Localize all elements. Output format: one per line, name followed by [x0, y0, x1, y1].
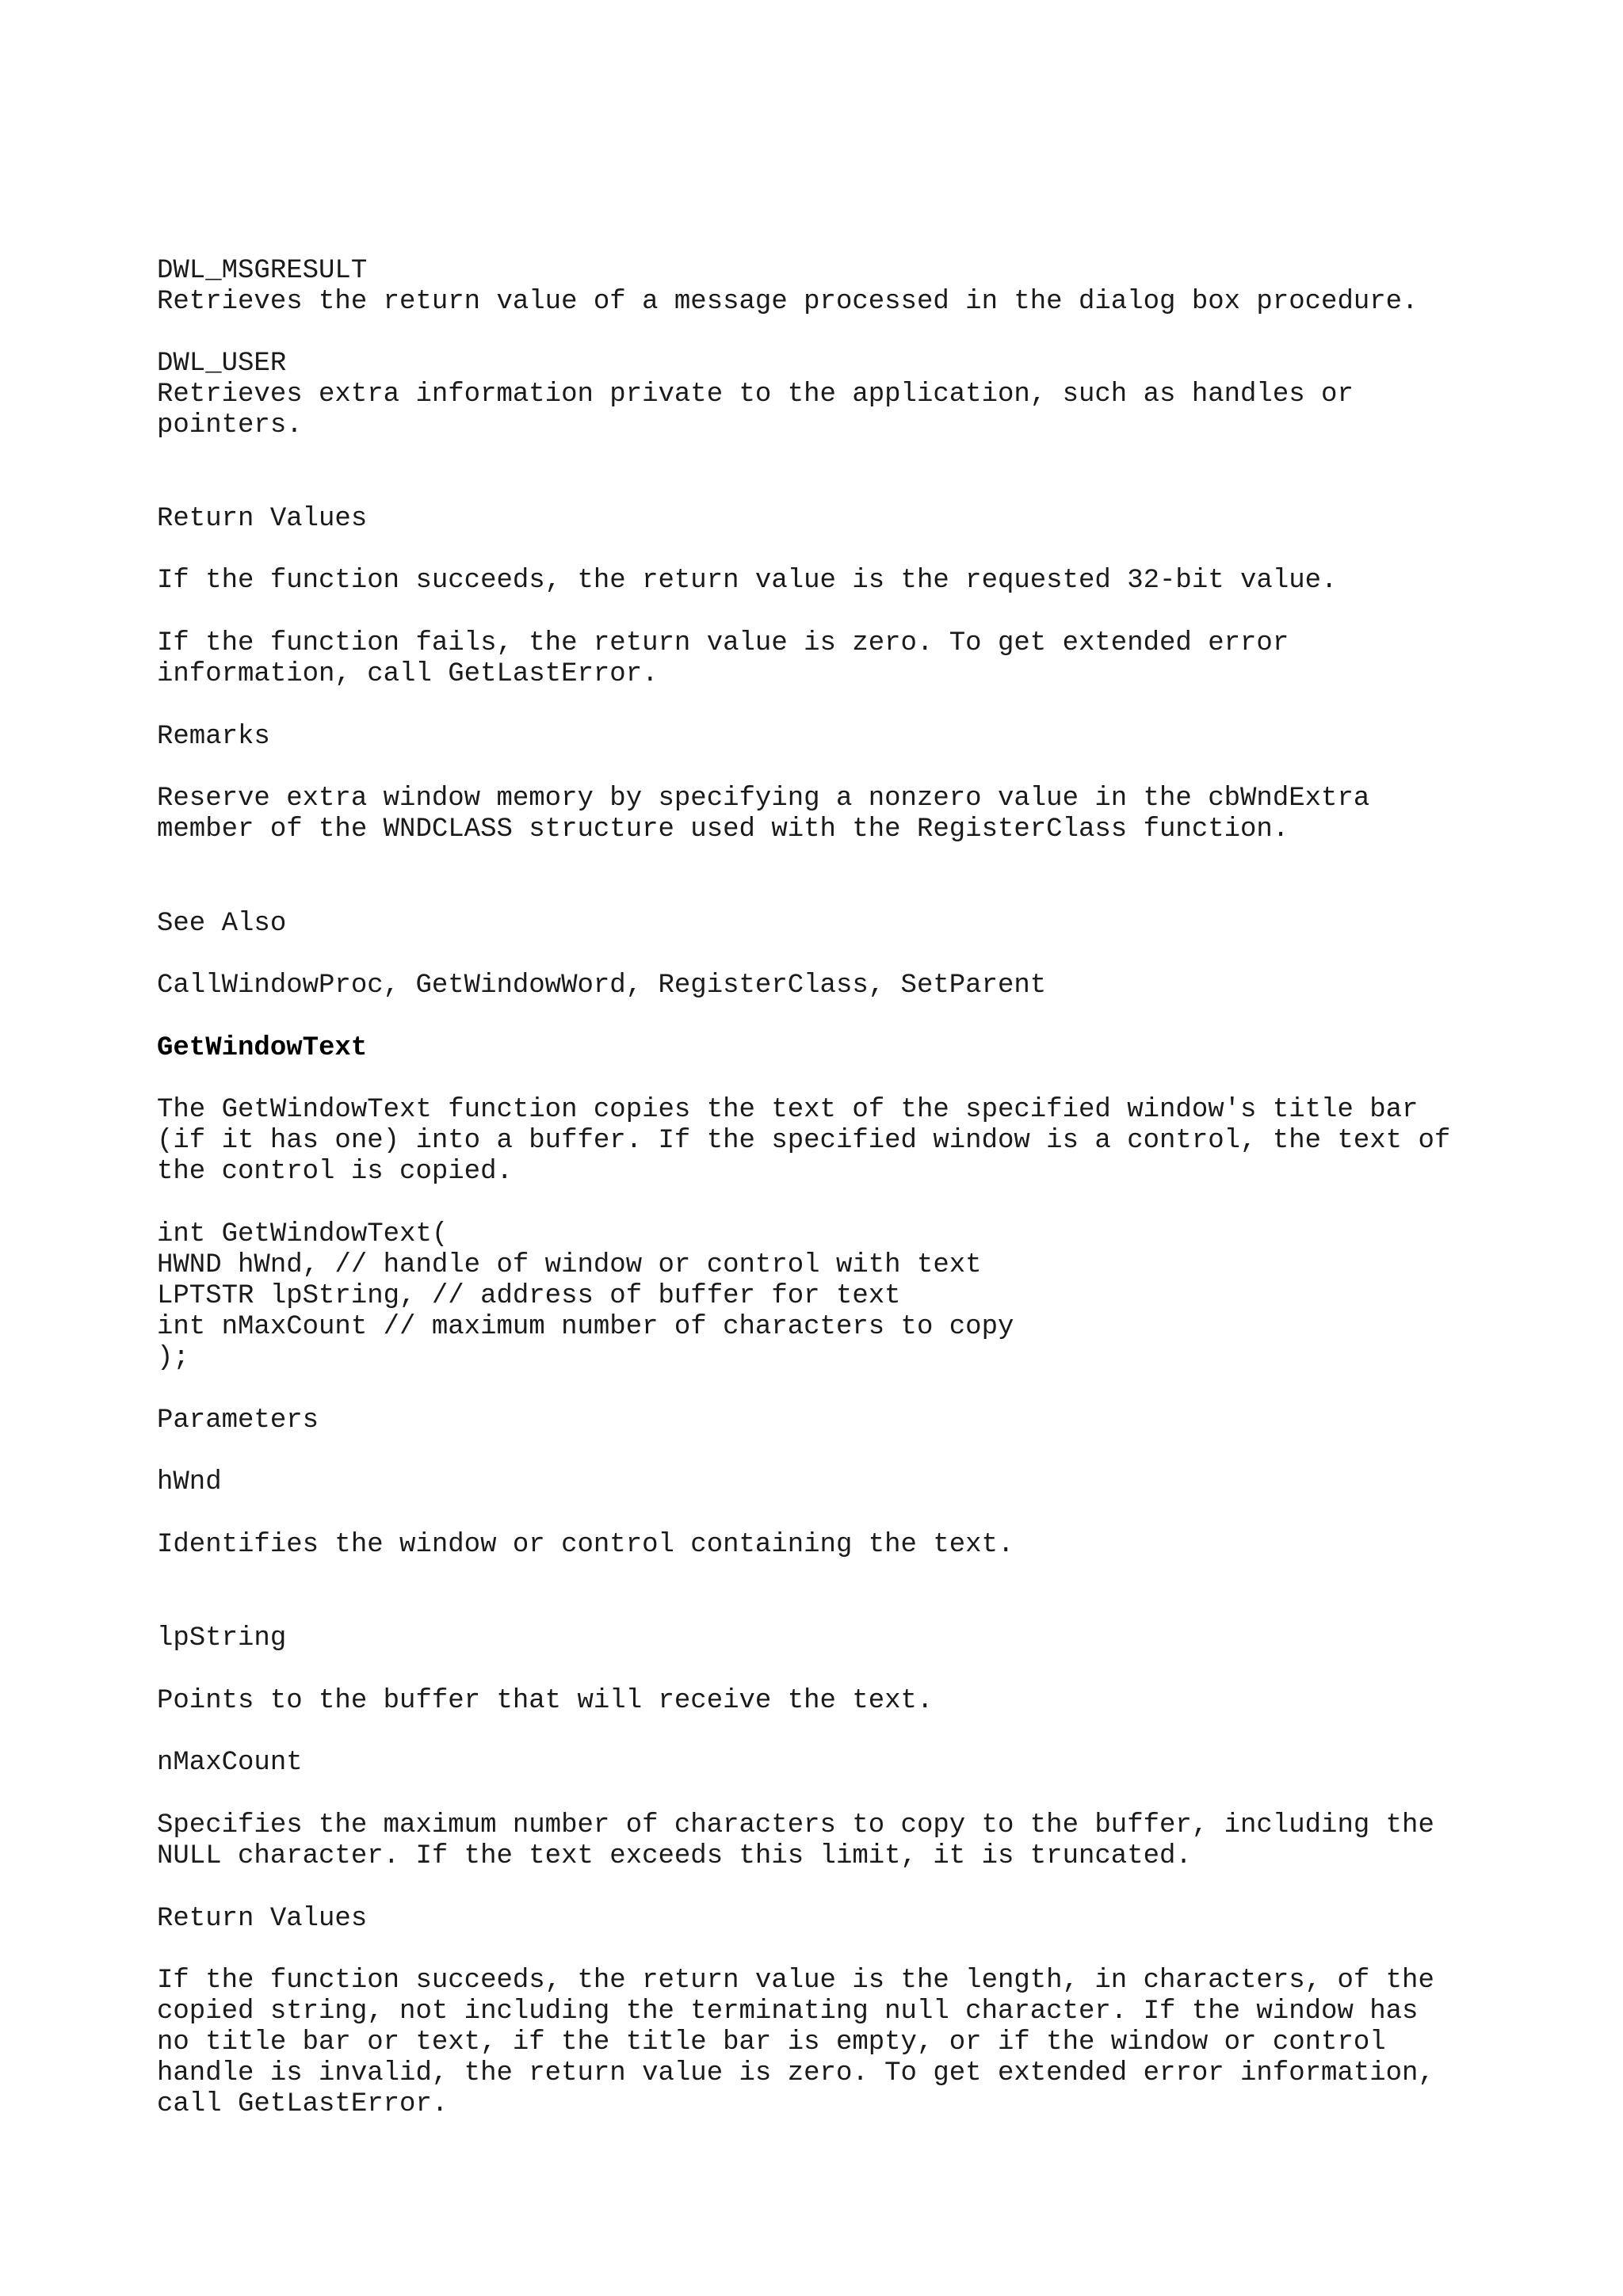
- return-desc-line-1: If the function succeeds, the return value is the length, in characters, of the: [157, 1966, 1434, 1996]
- return-desc-line-2: copied string, not including the terminating null character. If the window has: [157, 1997, 1419, 2027]
- signature-line-5: );: [157, 1343, 189, 1373]
- remarks-line-1: Reserve extra window memory by specifying a nonzero value in the cbWndExtra: [157, 784, 1370, 814]
- heading-return-values-2: Return Values: [157, 1904, 368, 1934]
- param-nmaxcount-desc-line-2: NULL character. If the text exceeds this limit, it is truncated.: [157, 1841, 1192, 1871]
- return-desc-line-4: handle is invalid, the return value is zero. To get extended error information,: [157, 2058, 1434, 2088]
- signature-line-3: LPTSTR lpString, // address of buffer for text: [157, 1281, 901, 1311]
- intro-line-3: the control is copied.: [157, 1157, 513, 1187]
- term-dwl-msgresult: DWL_MSGRESULT: [157, 256, 368, 286]
- intro-line-2: (if it has one) into a buffer. If the specified window is a control, the text of: [157, 1126, 1451, 1156]
- return-desc-line-3: no title bar or text, if the title bar is empty, or if the window or control: [157, 2027, 1386, 2058]
- heading-remarks: Remarks: [157, 722, 270, 752]
- param-nmaxcount-name: nMaxCount: [157, 1748, 303, 1778]
- param-hwnd-name: hWnd: [157, 1467, 222, 1497]
- return-success-text: If the function succeeds, the return value is the requested 32-bit value.: [157, 566, 1338, 596]
- signature-line-1: int GetWindowText(: [157, 1219, 449, 1249]
- heading-see-also: See Also: [157, 909, 287, 939]
- heading-parameters: Parameters: [157, 1405, 319, 1436]
- return-desc-line-5: call GetLastError.: [157, 2089, 449, 2119]
- term-dwl-user: DWL_USER: [157, 349, 287, 379]
- param-hwnd-desc: Identifies the window or control containing the text.: [157, 1530, 1014, 1560]
- desc-dwl-msgresult: Retrieves the return value of a message processed in the dialog box procedure.: [157, 287, 1419, 317]
- see-also-links: CallWindowProc, GetWindowWord, RegisterClass, SetParent: [157, 971, 1047, 1001]
- remarks-line-2: member of the WNDCLASS structure used with the RegisterClass function.: [157, 814, 1289, 845]
- heading-return-values: Return Values: [157, 504, 368, 534]
- param-lpstring-name: lpString: [157, 1623, 287, 1653]
- signature-line-4: int nMaxCount // maximum number of characters to copy: [157, 1312, 1014, 1342]
- param-nmaxcount-desc-line-1: Specifies the maximum number of characters to copy to the buffer, including the: [157, 1810, 1434, 1840]
- intro-line-1: The GetWindowText function copies the text of the specified window's title bar: [157, 1095, 1419, 1125]
- function-title: GetWindowText: [157, 1033, 368, 1063]
- param-lpstring-desc: Points to the buffer that will receive the text.: [157, 1686, 934, 1716]
- return-failure-line-2: information, call GetLastError.: [157, 659, 659, 689]
- desc-dwl-user-line-1: Retrieves extra information private to the application, such as handles or: [157, 379, 1354, 410]
- signature-line-2: HWND hWnd, // handle of window or control with text: [157, 1250, 982, 1280]
- return-failure-line-1: If the function fails, the return value is zero. To get extended error: [157, 628, 1289, 658]
- desc-dwl-user-line-2: pointers.: [157, 410, 303, 441]
